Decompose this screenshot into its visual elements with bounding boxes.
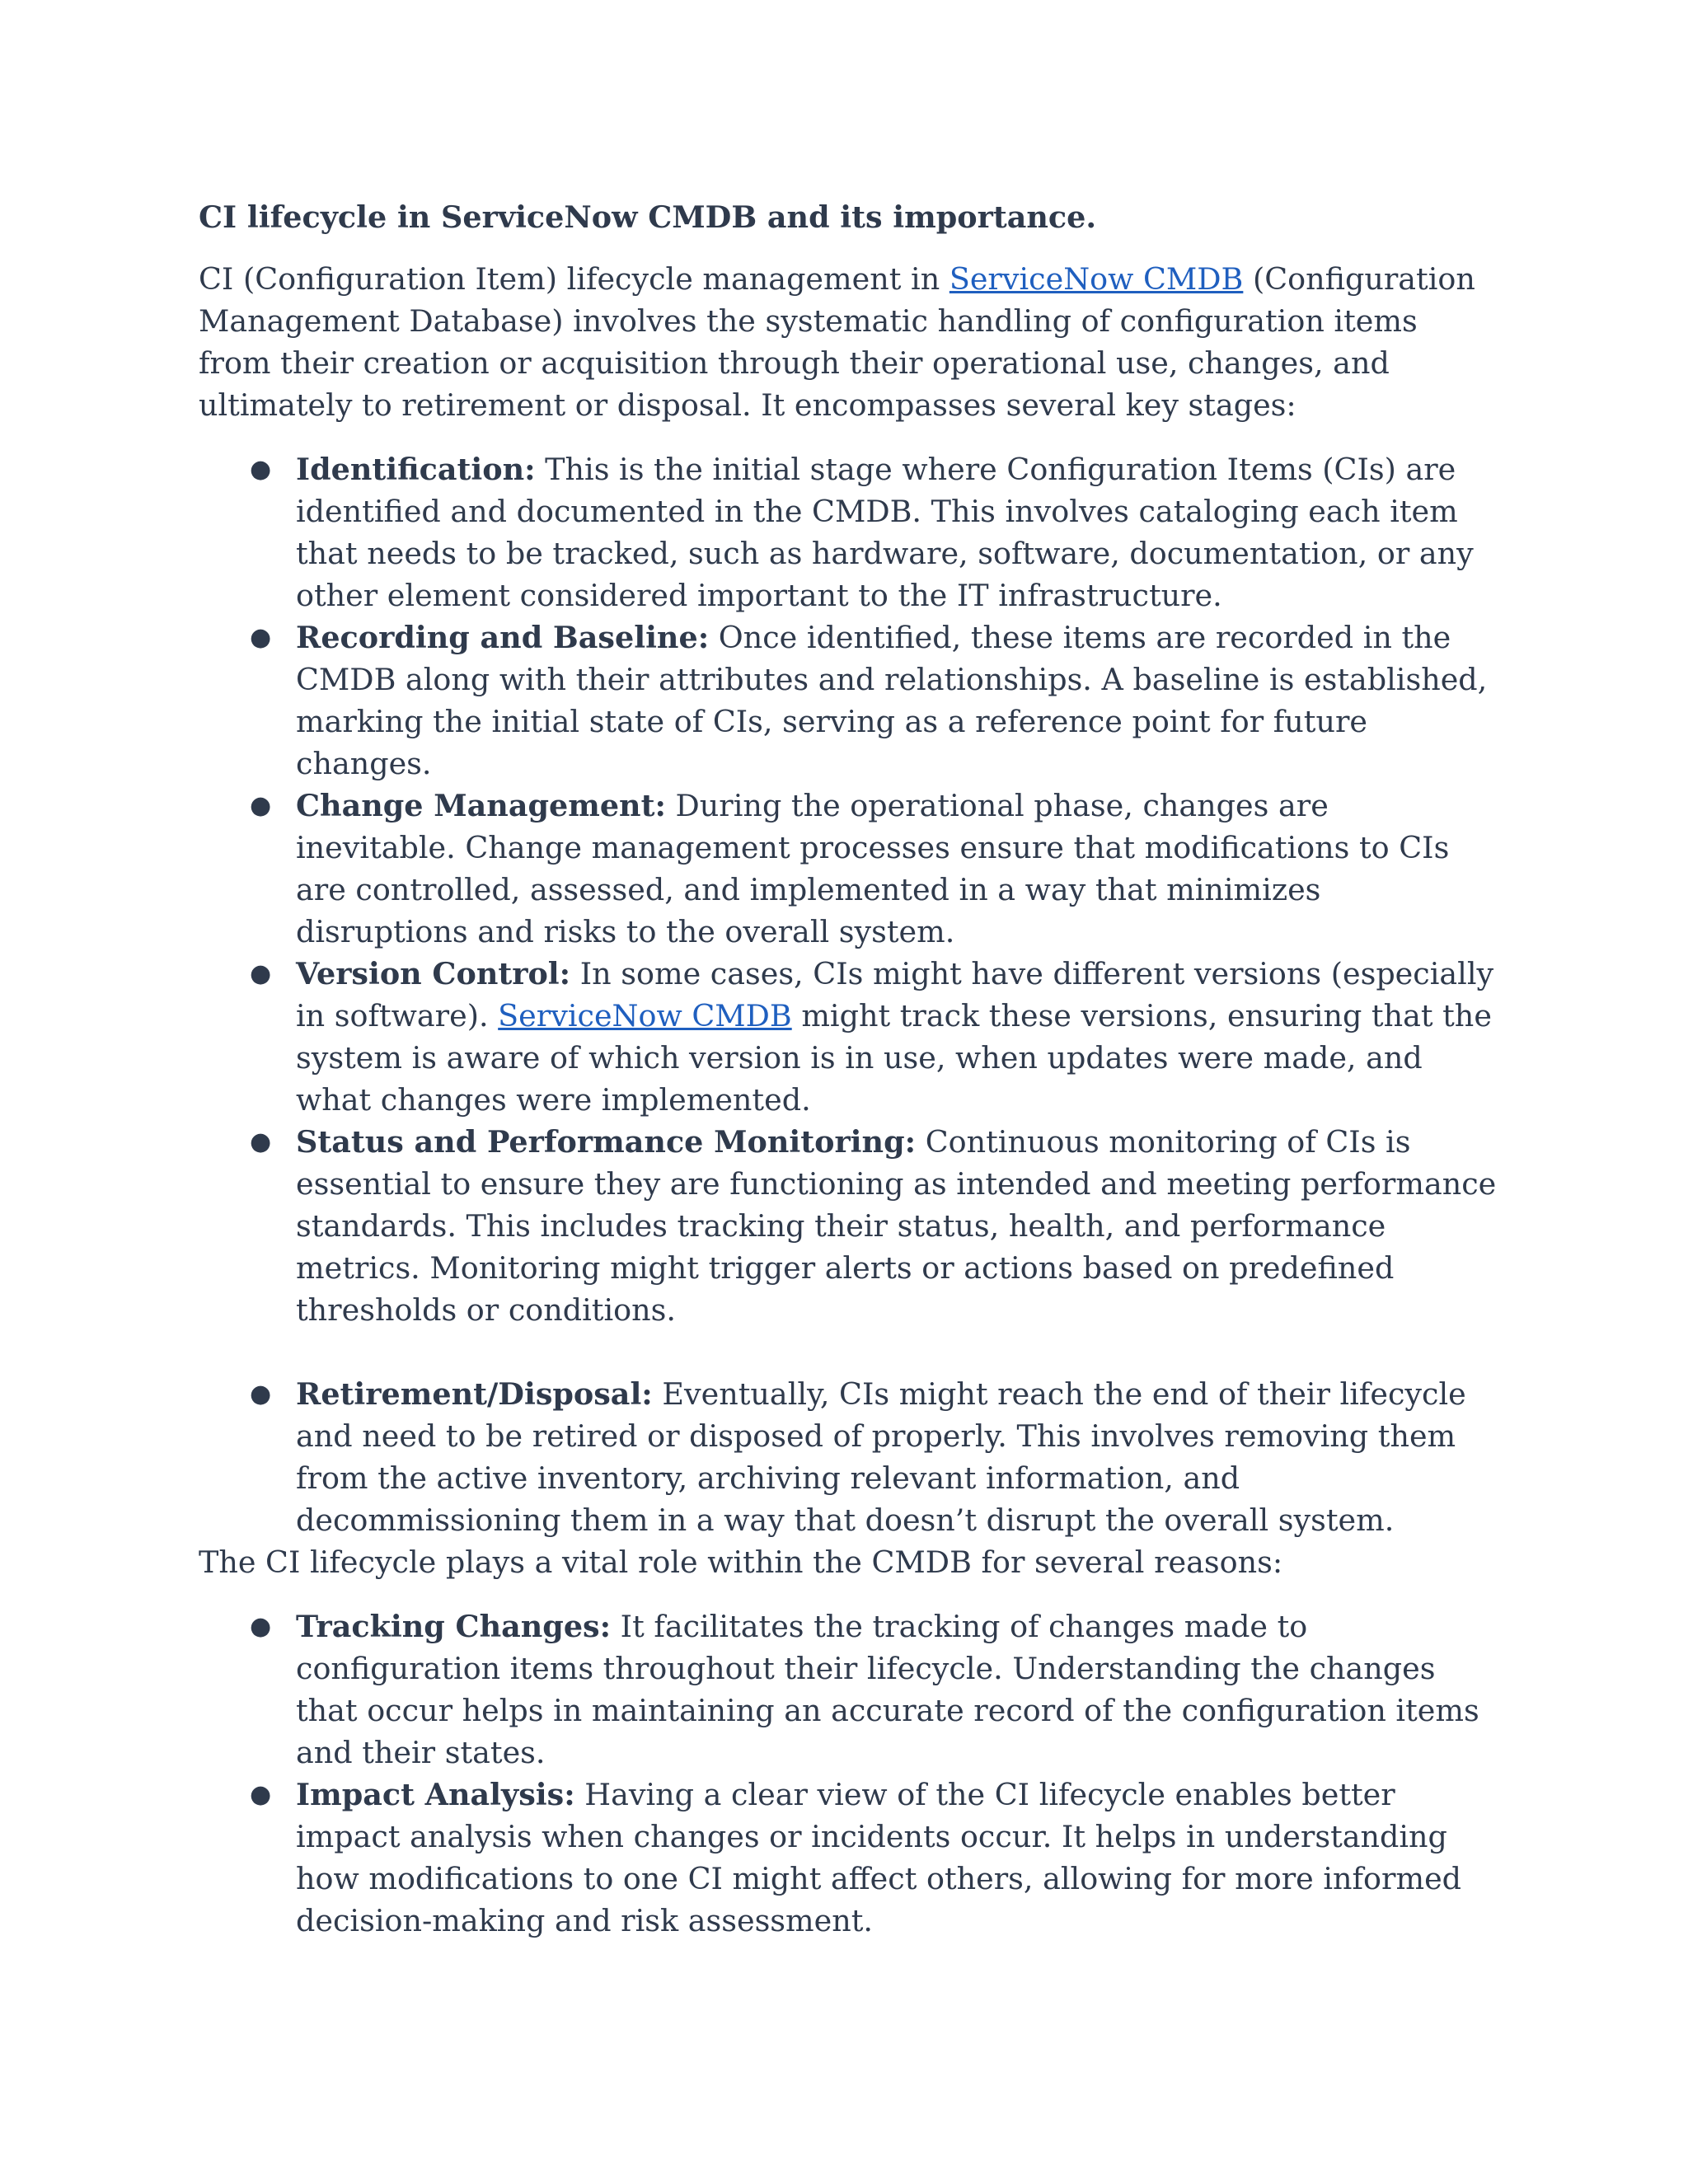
stage-text: Continuous monitoring of CIs is essential to ensure they are functioning as intended and meeting performance standards. This includes tracking their status, health, and performance metrics. Monitoring might trigger alerts or actions based on predefined thresholds or conditions. <box>296 1124 1497 1328</box>
stage-text: During the operational phase, changes are inevitable. Change management processes ensure that modifications to CIs are controlled, assessed, and implemented in a way that minimizes disruptions and risks to the overall system. <box>296 788 1450 949</box>
bullet-icon: ● <box>250 1780 272 1809</box>
stage-text-before-link: In some cases, CIs might have different versions (especially in software). <box>296 956 1494 1033</box>
stage-text: This is the initial stage where Configuration Items (CIs) are identified and documented in the CMDB. This involves cataloging each item that needs to be tracked, such as hardware, software, documentation, or any other element considered important to the IT infrastructure. <box>296 452 1474 613</box>
servicenow-cmdb-link[interactable]: ServiceNow CMDB <box>949 261 1244 297</box>
bullet-icon: ● <box>250 1127 272 1156</box>
intro-paragraph <box>199 258 1497 426</box>
reason-text: Having a clear view of the CI lifecycle enables better impact analysis when changes or incidents occur. It helps in understanding how modifications to one CI might affect others, allowing for more informed decision-making and risk assessment. <box>296 1777 1462 1938</box>
stage-term: Retirement/Disposal: <box>296 1376 653 1412</box>
bullet-icon: ● <box>250 959 272 988</box>
reason-term: Impact Analysis: <box>296 1777 575 1812</box>
intro-text-before-link: CI (Configuration Item) lifecycle management in <box>199 261 950 297</box>
bullet-icon: ● <box>250 455 272 484</box>
reasons-list <box>199 1605 1497 1942</box>
list-item-retirement-disposal <box>199 1373 1497 1541</box>
bullet-icon: ● <box>250 1380 272 1408</box>
stage-term: Change Management: <box>296 788 666 823</box>
list-item-identification <box>199 448 1497 616</box>
document-body <box>199 196 1497 1942</box>
list-item-status-monitoring <box>199 1121 1497 1331</box>
bullet-icon: ● <box>250 1612 272 1641</box>
bullet-icon: ● <box>250 791 272 820</box>
stage-term: Version Control: <box>296 956 571 991</box>
stage-text: Eventually, CIs might reach the end of their lifecycle and need to be retired or disposed of properly. This involves removing them from the active inventory, archiving relevant information, and decommissioning them in a way that doesn’t disrupt the overall system. <box>296 1376 1466 1538</box>
list-item-change-management <box>199 785 1497 953</box>
servicenow-cmdb-link[interactable]: ServiceNow CMDB <box>498 998 792 1033</box>
reason-term: Tracking Changes: <box>296 1609 612 1644</box>
stage-text-after-link: might track these versions, ensuring that the system is aware of which version is in use, when updates were made, and what changes were implemented. <box>296 998 1492 1118</box>
reasons-intro-paragraph: The CI lifecycle plays a vital role within the CMDB for several reasons: <box>199 1544 1283 1580</box>
list-item-recording-baseline <box>199 616 1497 785</box>
lifecycle-stages-list <box>199 448 1497 1541</box>
list-item-tracking-changes <box>199 1605 1497 1774</box>
list-item-impact-analysis <box>199 1774 1497 1942</box>
stage-term: Identification: <box>296 452 536 487</box>
stage-term: Status and Performance Monitoring: <box>296 1124 917 1160</box>
reason-text: It facilitates the tracking of changes made to configuration items throughout their lifecycle. Understanding the changes that occur helps in maintaining an accurate record of the configuration items and their states. <box>296 1609 1479 1770</box>
stage-text: Once identified, these items are recorded in the CMDB along with their attributes and relationships. A baseline is established, marking the initial state of CIs, serving as a reference point for future changes. <box>296 620 1488 781</box>
intro-text-after-link: (Configuration Management Database) involves the systematic handling of configuration items from their creation or acquisition through their operational use, changes, and ultimately to retirement or disposal. It encompasses several key stages: <box>199 261 1475 423</box>
document-title: CI lifecycle in ServiceNow CMDB and its importance. <box>199 199 1097 235</box>
stage-term: Recording and Baseline: <box>296 620 710 655</box>
bullet-icon: ● <box>250 623 272 652</box>
list-item-version-control <box>199 953 1497 1121</box>
